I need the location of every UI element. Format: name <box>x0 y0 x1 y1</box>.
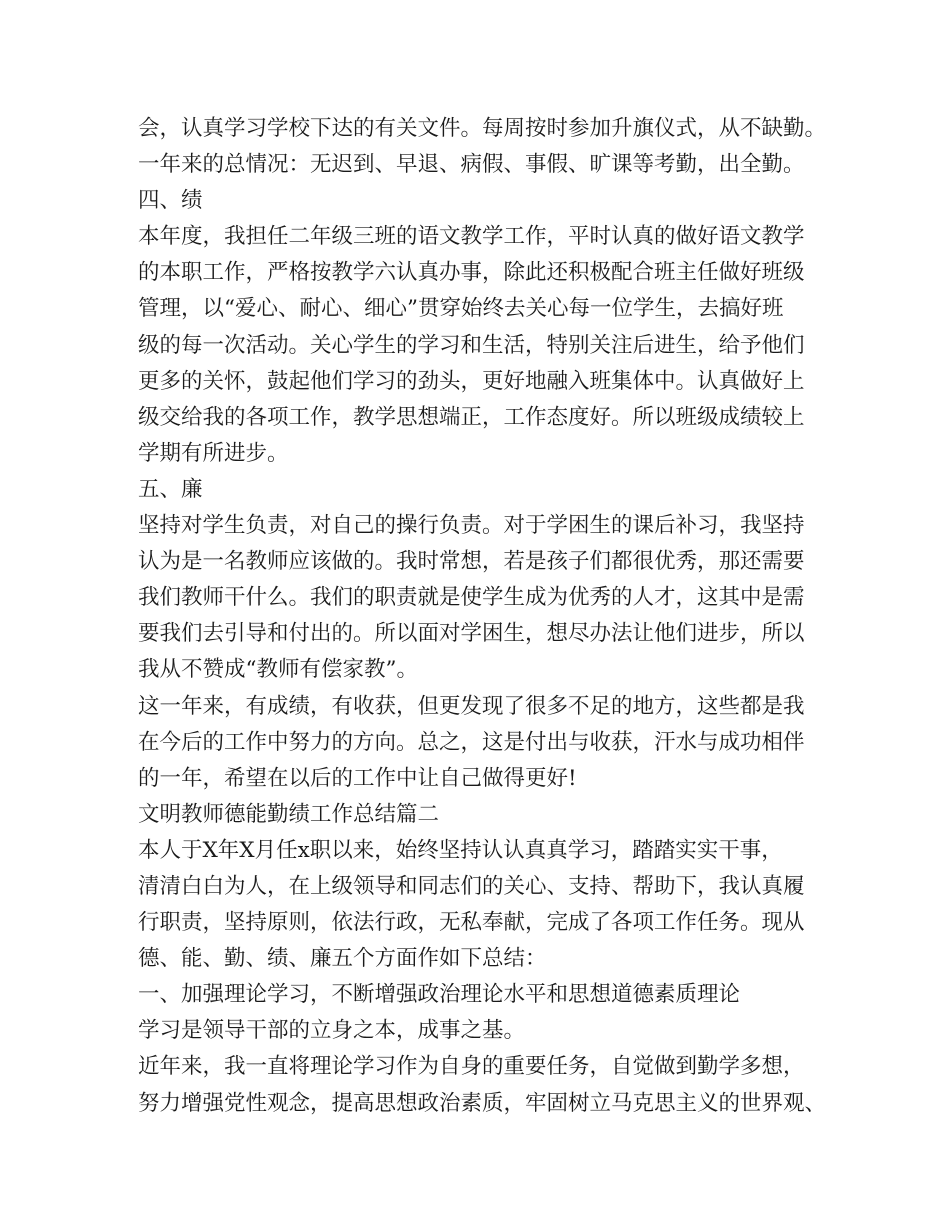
text-line: 德、能、勤、绩、廉五个方面作如下总结： <box>138 946 547 972</box>
document-subtitle: 文明教师德能勤绩工作总结篇二 <box>138 801 440 827</box>
text-line: 会，认真学习学校下达的有关文件。每周按时参加升旗仪式，从不缺勤。 <box>138 116 827 141</box>
text-line: 我们教师干什么。我们的职责就是使学生成为优秀的人才，这其中是需 <box>138 585 805 611</box>
text-line: 学习是领导干部的立身之本，成事之基。 <box>138 1018 526 1044</box>
text-line: 我从不赞成“教师有偿家教”。 <box>138 657 418 683</box>
text-line: 认为是一名教师应该做的。我时常想，若是孩子们都很优秀，那还需要 <box>138 549 805 575</box>
text-line: 的本职工作，严格按教学六认真办事，除此还积极配合班主任做好班级 <box>138 260 805 286</box>
text-line: 努力增强党性观念，提高思想政治素质，牢固树立马克思主义的世界观、 <box>138 1090 827 1116</box>
text-line: 级交给我的各项工作，教学思想端正，工作态度好。所以班级成绩较上 <box>138 404 805 430</box>
text-line: 这一年来，有成绩，有收获，但更发现了很多不足的地方，这些都是我 <box>138 693 805 719</box>
text-line: 本人于X年X月任x职以来，始终坚持认认真真学习，踏踏实实干事， <box>138 837 783 863</box>
text-line: 学期有所进步。 <box>138 440 289 466</box>
text-line: 级的每一次活动。关心学生的学习和生活，特别关注后进生，给予他们 <box>138 332 805 358</box>
text-line: 更多的关怀，鼓起他们学习的劲头，更好地融入班集体中。认真做好上 <box>138 368 805 394</box>
section-heading: 五、廉 <box>138 476 203 502</box>
text-line: 在今后的工作中努力的方向。总之，这是付出与收获，汗水与成功相伴 <box>138 729 805 755</box>
text-line: 近年来，我一直将理论学习作为自身的重要任务，自觉做到勤学多想， <box>138 1054 805 1080</box>
text-line: 行职责，坚持原则，依法行政，无私奉献，完成了各项工作任务。现从 <box>138 910 805 936</box>
text-line: 本年度，我担任二年级三班的语文教学工作，平时认真的做好语文教学 <box>138 224 805 250</box>
text-line: 要我们去引导和付出的。所以面对学困生，想尽办法让他们进步，所以 <box>138 621 805 647</box>
text-line: 清清白白为人，在上级领导和同志们的关心、支持、帮助下，我认真履 <box>138 873 805 899</box>
text-line: 坚持对学生负责，对自己的操行负责。对于学困生的课后补习，我坚持 <box>138 513 805 539</box>
text-line: 的一年，希望在以后的工作中让自己做得更好! <box>138 765 577 791</box>
section-heading: 一、加强理论学习，不断增强政治理论水平和思想道德素质理论 <box>138 982 741 1008</box>
document-body <box>138 111 838 1122</box>
section-heading: 四、绩 <box>138 188 203 214</box>
text-line: 管理，以“爱心、耐心、细心”贯穿始终去关心每一位学生，去搞好班 <box>138 296 784 322</box>
text-line: 一年来的总情况：无迟到、早退、病假、事假、旷课等考勤，出全勤。 <box>138 152 805 178</box>
